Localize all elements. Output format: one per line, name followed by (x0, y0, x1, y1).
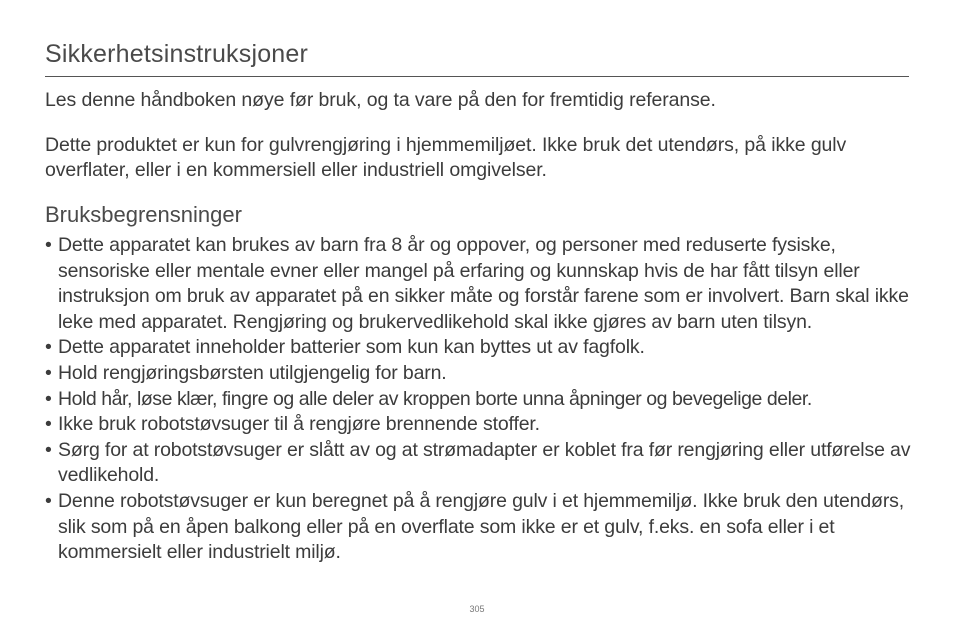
list-item-text: Dette apparatet inneholder batterier som kun kan byttes ut av fagfolk. (58, 336, 645, 359)
list-item-text: Denne robotstøvsuger er kun beregnet på å rengjøre gulv i et hjemmemiljø. Ikke bruk den utendørs, slik som på en åpen balkong eller på en overflate som ikke er et gulv, f.eks. en sofa eller i et kommersielt eller industrielt miljø. (58, 489, 905, 564)
title-divider (45, 76, 909, 77)
list-item (45, 438, 925, 489)
bullet-icon: • (45, 234, 52, 256)
list-item-text: Ikke bruk robotstøvsuger til å rengjøre brennende stoffer. (58, 413, 540, 436)
bullet-icon: • (45, 387, 52, 410)
list-item-text: Hold rengjøringsbørsten utilgjengelig for barn. (58, 361, 447, 384)
list-item (45, 233, 925, 335)
scope-paragraph: Dette produktet er kun for gulvrengjøring i hjemmemiljøet. Ikke bruk det utendørs, på ikke gulv overflater, eller i en kommersiell eller industriell omgivelser. (45, 134, 847, 181)
list-item (45, 489, 925, 566)
list-item (45, 335, 925, 361)
page-number: 305 (469, 604, 485, 614)
bullet-icon: • (45, 336, 52, 359)
bullet-icon: • (45, 361, 52, 384)
page-title: Sikkerhetsinstruksjoner (45, 40, 309, 68)
bullet-icon: • (45, 438, 52, 461)
bullet-icon: • (45, 489, 52, 512)
list-item-text: Dette apparatet kan brukes av barn fra 8 år og oppover, og personer med reduserte fysiske, sensoriske eller mentale evner eller mangel på erfaring og kunnskap hvis de har fått tilsyn eller instruksjon om bruk av apparatet på en sikker måte og forstår farene som er involvert. Barn skal ikke leke med apparatet. Rengjøring og brukervedlikehold skal ikke gjøres av barn uten tilsyn. (58, 234, 909, 333)
list-item (45, 412, 925, 438)
list-item (45, 387, 925, 413)
usage-restrictions-list (45, 233, 925, 566)
list-item-text: Hold hår, løse klær, fingre og alle deler av kroppen borte unna åpninger og bevegelige deler. (58, 387, 812, 410)
intro-paragraph: Les denne håndboken nøye før bruk, og ta vare på den for fremtidig referanse. (45, 89, 716, 111)
list-item (45, 361, 925, 387)
bullet-icon: • (45, 413, 52, 436)
section-heading: Bruksbegrensninger (45, 202, 242, 227)
list-item-text: Sørg for at robotstøvsuger er slått av og at strømadapter er koblet fra før rengjøring eller utførelse av vedlikehold. (58, 438, 911, 487)
